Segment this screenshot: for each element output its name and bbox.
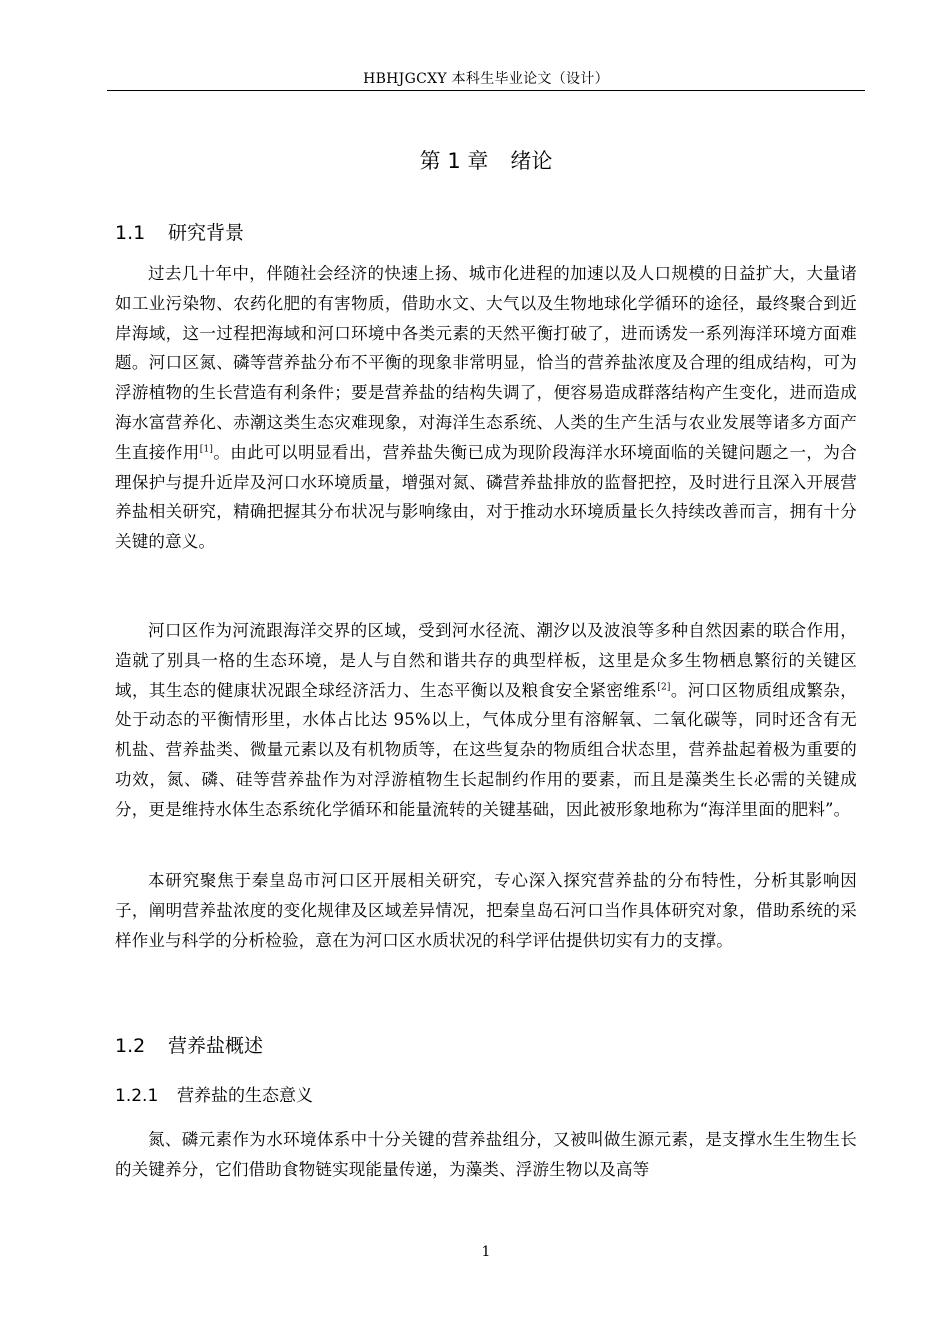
section-title: 研究背景 <box>168 222 245 244</box>
paragraph-research-background-3 <box>115 866 857 955</box>
chapter-number: 第 1 章 <box>419 149 489 173</box>
paragraph-text: 过去几十年中，伴随社会经济的快速上扬、城市化进程的加速以及人口规模的日益扩大，大量诸如工业污染物、农药化肥的有害物质，借助水文、大气以及生物地球化学循环的途径，最终聚合到近岸海域，这一过程把海域和河口环境中各类元素的天然平衡打破了，进而诱发一系列海洋环境方面难题。河口区氮、磷等营养盐分布不平衡的现象非常明显，恰当的营养盐浓度及合理的组成结构，可为浮游植物的生长营造有利条件；要是营养盐的结构失调了，便容易造成群落结构产生变化，进而造成海水富营养化、赤潮这类生态灾难现象，对海洋生态系统、人类的生产生活与农业发展等诸多方面产生直接作用 <box>115 264 857 462</box>
citation-2: [2] <box>657 682 671 693</box>
paragraph-text: 本研究聚焦于秦皇岛市河口区开展相关研究，专心深入探究营养盐的分布特性，分析其影响因子，阐明营养盐浓度的变化规律及区域差异情况，把秦皇岛石河口当作具体研究对象，借助系统的采样作业与科学的分析检验，意在为河口区水质状况的科学评估提供切实有力的支撑。 <box>115 871 857 950</box>
paragraph-text: 。河口区物质组成繁杂，处于动态的平衡情形里，水体占比达 95%以上，气体成分里有溶解氧、二氧化碳等，同时还含有无机盐、营养盐类、微量元素以及有机物质等，在这些复杂的物质组合状态里，营养盐起着极为重要的功效，氮、磷、硅等营养盐作为对浮游植物生长起制约作用的要素，而且是藻类生长必需的关键成分，更是维持水体生态系统化学循环和能量流转的关键基础，因此被形象地称为“海洋里面的肥料”。 <box>115 680 858 819</box>
running-header: HBHJGCXY 本科生毕业论文（设计） <box>363 71 609 87</box>
section-number: 1.2 <box>115 1035 146 1057</box>
citation-1: [1] <box>199 444 214 455</box>
subsection-title: 营养盐的生态意义 <box>177 1086 313 1106</box>
subsection-number: 1.2.1 <box>115 1086 159 1106</box>
paragraph-text: 。由此可以明显看出，营养盐失衡已成为现阶段海洋水环境面临的关键问题之一，为合理保护与提升近岸及河口水环境质量，增强对氮、磷营养盐排放的监督把控，及时进行且深入开展营养盐相关研究，精确把握其分布状况与影响缘由，对于推动水环境质量长久持续改善而言，拥有十分关键的意义。 <box>115 442 858 552</box>
page-number: 1 <box>481 1244 491 1260</box>
paragraph-research-background-2 <box>115 616 857 825</box>
header-divider <box>107 90 865 91</box>
section-heading-1-2 <box>115 1032 263 1060</box>
section-heading-1-1 <box>115 219 244 247</box>
paragraph-text: 河口区作为河流跟海洋交界的区域，受到河水径流、潮汐以及波浪等多种自然因素的联合作用，造就了别具一格的生态环境，是人与自然和谐共存的典型样板，这里是众多生物栖息繁衍的关键区域，其生态的健康状况跟全球经济活力、生态平衡以及粮食安全紧密维系 <box>115 621 857 700</box>
section-number: 1.1 <box>115 222 146 244</box>
subsection-heading-1-2-1 <box>115 1083 313 1109</box>
chapter-title <box>107 145 865 177</box>
chapter-name: 绪论 <box>510 149 553 173</box>
paragraph-nutrient-ecology-1 <box>115 1125 857 1185</box>
section-title: 营养盐概述 <box>168 1035 264 1057</box>
paragraph-text: 氮、磷元素作为水环境体系中十分关键的营养盐组分，又被叫做生源元素，是支撑水生生物生长的关键养分，它们借助食物链实现能量传递，为藻类、浮游生物以及高等 <box>115 1130 857 1179</box>
paragraph-research-background-1 <box>115 259 857 557</box>
